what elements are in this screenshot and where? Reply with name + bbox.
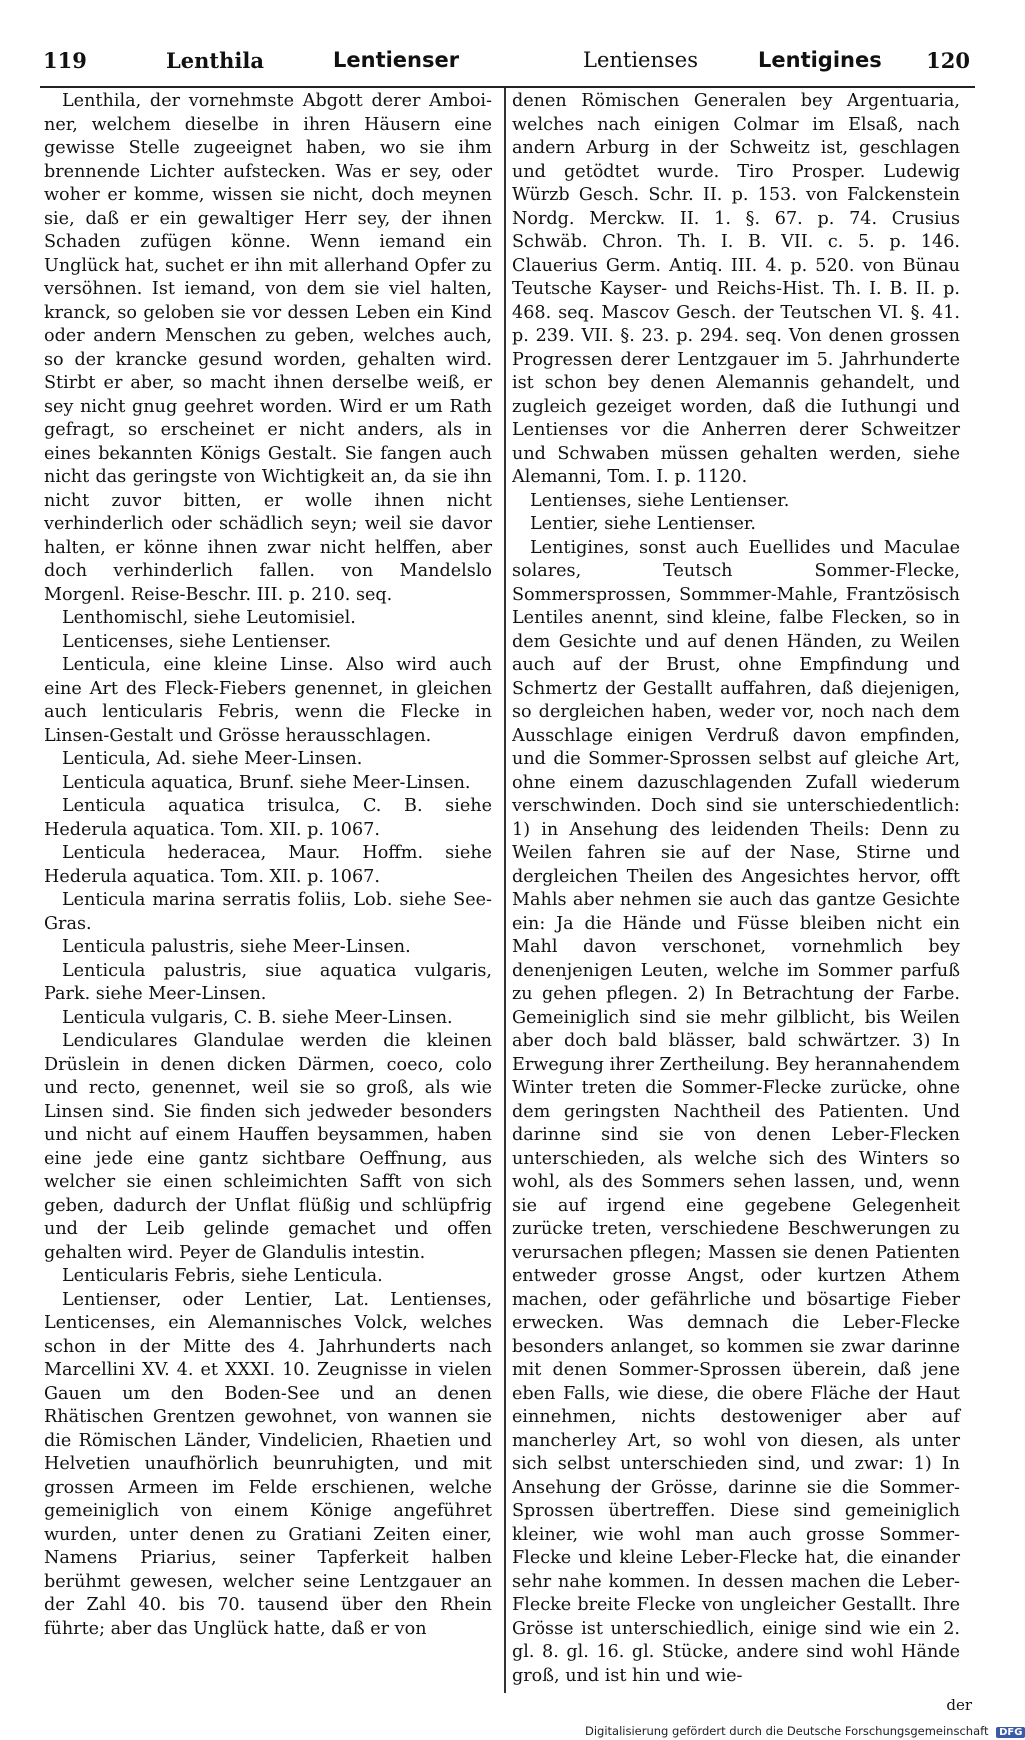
digitization-footer bbox=[585, 1724, 1025, 1738]
footer-text: Digitalisierung gefördert durch die Deutsche Forschungsgemeinschaft bbox=[585, 1724, 989, 1738]
dictionary-entry: Lenticula, Ad. siehe Meer-Linsen. bbox=[62, 749, 363, 769]
header-rule bbox=[40, 86, 975, 88]
page-number-right: 120 bbox=[926, 48, 970, 73]
dictionary-entry: Lenticula aquatica trisulca, C. B. siehe Hederula aquatica. Tom. XII. p. 1067. bbox=[44, 796, 492, 840]
dictionary-entry: Lenticula palustris, siehe Meer-Linsen. bbox=[62, 937, 411, 957]
dictionary-entry: Lentienser, oder Lentier, Lat. Lentienses, Lenticenses, ein Alemannisches Volck, welches schon in der Mitte des 4. Jahrhunderts nach Marcellini XV. 4. et XXXI. 10. Zeugnisse in vielen Gauen um den Boden-See und an denen Rhätischen Grentzen gewohnet, von wannen sie die Römischen Länder, Vindelicien, Rhaetien und Helvetien unaufhörlich beunruhigten, und mit grossen Armeen im Felde erschienen, welche gemeiniglich von einem Könige angeführet wurden, unter denen zu Gratiani Zeiten einer, Namens Priarius, seiner Tapferkeit halben berühmt gewesen, welcher seine Lentzgauer an der Zahl 40. bis 70. tausend über den Rhein führte; aber das Unglück hatte, daß er von bbox=[44, 1289, 492, 1639]
headword-last-left: Lentienser bbox=[333, 48, 460, 72]
dictionary-entry: Lentienses, siehe Lentienser. bbox=[530, 490, 790, 511]
dictionary-entry: Lenticula vulgaris, C. B. siehe Meer-Linsen. bbox=[62, 1007, 453, 1028]
dictionary-entry: Lentigines, sonst auch Euellides und Maculae solares, Teutsch Sommer-Flecke, Sommersprossen, Sommmer-Mahle, Frantzösisch Lentiles anennt, sind kleine, falbe Flecken, so in dem Gesichte und auf denen Händen, zu Weilen auch auf der Brust, ohne Empfindung und Schmertz der Gestallt auffahren, daß diejenigen, so dergleichen haben, weder vor, noch nach dem Ausschlage einigen Verdruß davon empfinden, und die Sommer-Sprossen selbst auf gleiche Art, ohne einem dazuschlagenden Zufall wiederum verschwinden. Doch sind sie unterschiedentlich: 1) in Ansehung des leidenden Theils: Denn zu Weilen fahren sie auf der Nase, Stirne und dergleichen Theilen des Angesichtes hervor, offt Mahls aber nehmen sie auch das gantze Gesichte ein: Ja die Hände und Füsse bleiben nicht ein Mahl davon verschonet, vornehmlich bey denenjenigen Leuten, welche im Sommer parfuß zu gehen pflegen. 2) In Betrachtung der Farbe. Gemeiniglich sind sie mehr gilblicht, bis Weilen aber doch bald blässer, bald schwärtzer. 3) In Erwegung ihrer Zertheilung. Bey herannahendem Winter treten die Sommer-Flecke zurücke, ohne dem geringsten Nachtheil des Patienten. Und darinne sind sie von denen Leber-Flecken unterschieden, als welche sich des Winters so wohl, als des Sommers sehen lassen, und, wenn sie auf irgend eine gegebene Gelegenheit zurücke treten, verschiedene Beschwerungen zu verursachen pflegen; Massen sie denen Patienten entweder grosse Angst, oder kurtzen Athem machen, oder gefährliche und bösartige Fieber erwecken. Was demnach die Leber-Flecke besonders anlanget, so kommen sie zwar darinne mit denen Sommer-Sprossen überein, daß jene eben Falls, wie diese, die obere Fläche der Haut einnehmen, nichts destoweniger aber auf mancherley Art, so wohl von diesen, als unter sich selbst unterschieden sind, und zwar: 1) In Ansehung der Grösse, darinne sie die Sommer-Sprossen übertreffen. Diese sind gemeiniglich kleiner, wie wohl man auch grosse Sommer-Flecke und kleine Leber-Flecke hat, die einander sehr nahe kommen. In dessen machen die Leber-Flecke breite Flecke von ungleicher Gestallt. Ihre Grösse ist unterschiedlich, einige sind wie ein 2. gl. 8. gl. 16. gl. Stücke, andere sind wohl Hände groß, und ist hin und wie- bbox=[512, 537, 960, 1686]
dictionary-entry: denen Römischen Generalen bey Argentuaria, welches nach einigen Colmar im Elsaß, nach andern Arburg in der Schweitz ist, geschlagen und getödtet wurde. Tiro Prosper. Ludewig Würzb Gesch. Schr. II. p. 153. von Falckenstein Nordg. Merckw. II. 1. §. 67. p. 74. Crusius Schwäb. Chron. Th. I. B. VII. c. 5. p. 146. Clauerius Germ. Antiq. III. 4. p. 520. von Bünau Teutsche Kayser- und Reichs-Hist. Th. I. B. II. p. 468. seq. Mascov Gesch. der Teutschen VI. §. 41. p. 239. VII. §. 23. p. 294. seq. Von denen grossen Progressen derer Lentzgauer im 5. Jahrhunderte ist schon bey denen Alemannis gehandelt, und zugleich gezeiget worden, daß die Iuthungi und Lentienses vor die Anherren derer Schweitzer und Schwaben müssen gehalten werden, siehe Alemanni, Tom. I. p. 1120. bbox=[512, 91, 960, 487]
page-number-left: 119 bbox=[43, 48, 87, 73]
dictionary-entry: Lenticenses, siehe Lentienser. bbox=[62, 631, 332, 652]
dictionary-entry: Lentier, siehe Lentienser. bbox=[530, 514, 756, 534]
dictionary-entry: Lenticula aquatica, Brunf. siehe Meer-Linsen. bbox=[62, 772, 471, 793]
headword-last-right: Lentigines bbox=[758, 48, 882, 72]
right-column bbox=[512, 90, 960, 1690]
dictionary-entry: Lenthomischl, siehe Leutomisiel. bbox=[62, 608, 356, 628]
dictionary-entry: Lenticula, eine kleine Linse. Also wird auch eine Art des Fleck-Fiebers genennet, in gleichen auch lenticularis Febris, wenn die Flecke in Linsen-Gestalt und Grösse herausschlagen. bbox=[44, 655, 492, 746]
dictionary-entry: Lenticula palustris, siue aquatica vulgaris, Park. siehe Meer-Linsen. bbox=[44, 960, 492, 1004]
dictionary-entry: Lenthila, der vornehmste Abgott derer Amboi-ner, welchem dieselbe in ihren Häusern eine gewisse Stelle zugeeignet haben, wo sie ihm brennende Lichter aufstecken. Was er sey, oder woher er komme, wissen sie nicht, doch meynen sie, daß er ein gewaltiger Herr sey, der ihnen Schaden zufügen könne. Wenn iemand ein Unglück hat, suchet er ihn mit allerhand Opfer zu versöhnen. Ist iemand, von dem sie viel halten, kranck, so geloben sie vor dessen Leben ein Kind oder andern Menschen zu geben, welches auch, so der krancke gesund worden, gehalten wird. Stirbt er aber, so macht ihnen derselbe weiß, er sey nicht gnug geehret worden. Wird er um Rath gefragt, so erscheinet er nicht anders, als in eines bekannten Königs Gestalt. Sie fangen auch nicht das geringste von Wichtigkeit an, da sie ihn nicht zuvor bitten, er wolle ihnen nicht verhinderlich oder schädlich seyn; weil sie davor halten, er könne ihnen zwar nicht helffen, aber doch verhinderlich fallen. von Mandelslo Morgenl. Reise-Beschr. III. p. 210. seq. bbox=[44, 91, 492, 605]
headword-first-right: Lentienses bbox=[583, 48, 698, 72]
column-divider bbox=[504, 88, 506, 1693]
dictionary-entry: Lenticularis Febris, siehe Lenticula. bbox=[62, 1266, 383, 1286]
dictionary-entry: Lenticula marina serratis foliis, Lob. siehe See-Gras. bbox=[44, 890, 492, 934]
headword-first-left: Lenthila bbox=[166, 48, 264, 73]
catchword: der bbox=[946, 1696, 972, 1714]
running-header bbox=[38, 48, 978, 88]
dictionary-entry: Lenticula hederacea, Maur. Hoffm. siehe Hederula aquatica. Tom. XII. p. 1067. bbox=[44, 843, 492, 887]
dictionary-entry: Lendiculares Glandulae werden die kleinen Drüslein in denen dicken Därmen, coeco, colo und recto, genennet, weil sie so groß, als wie Linsen sind. Sie finden sich jedweder besonders und nicht auf einem Hauffen beysammen, haben eine jede eine gantz sichtbare Oeffnung, aus welcher sie einen schleimichten Safft von sich geben, dadurch der Unflat flüßig und schlüpfrig und der Leib gelinde gemachet und offen gehalten wird. Peyer de Glandulis intestin. bbox=[44, 1031, 492, 1263]
dfg-logo: DFG bbox=[996, 1727, 1025, 1738]
left-column bbox=[44, 90, 492, 1690]
